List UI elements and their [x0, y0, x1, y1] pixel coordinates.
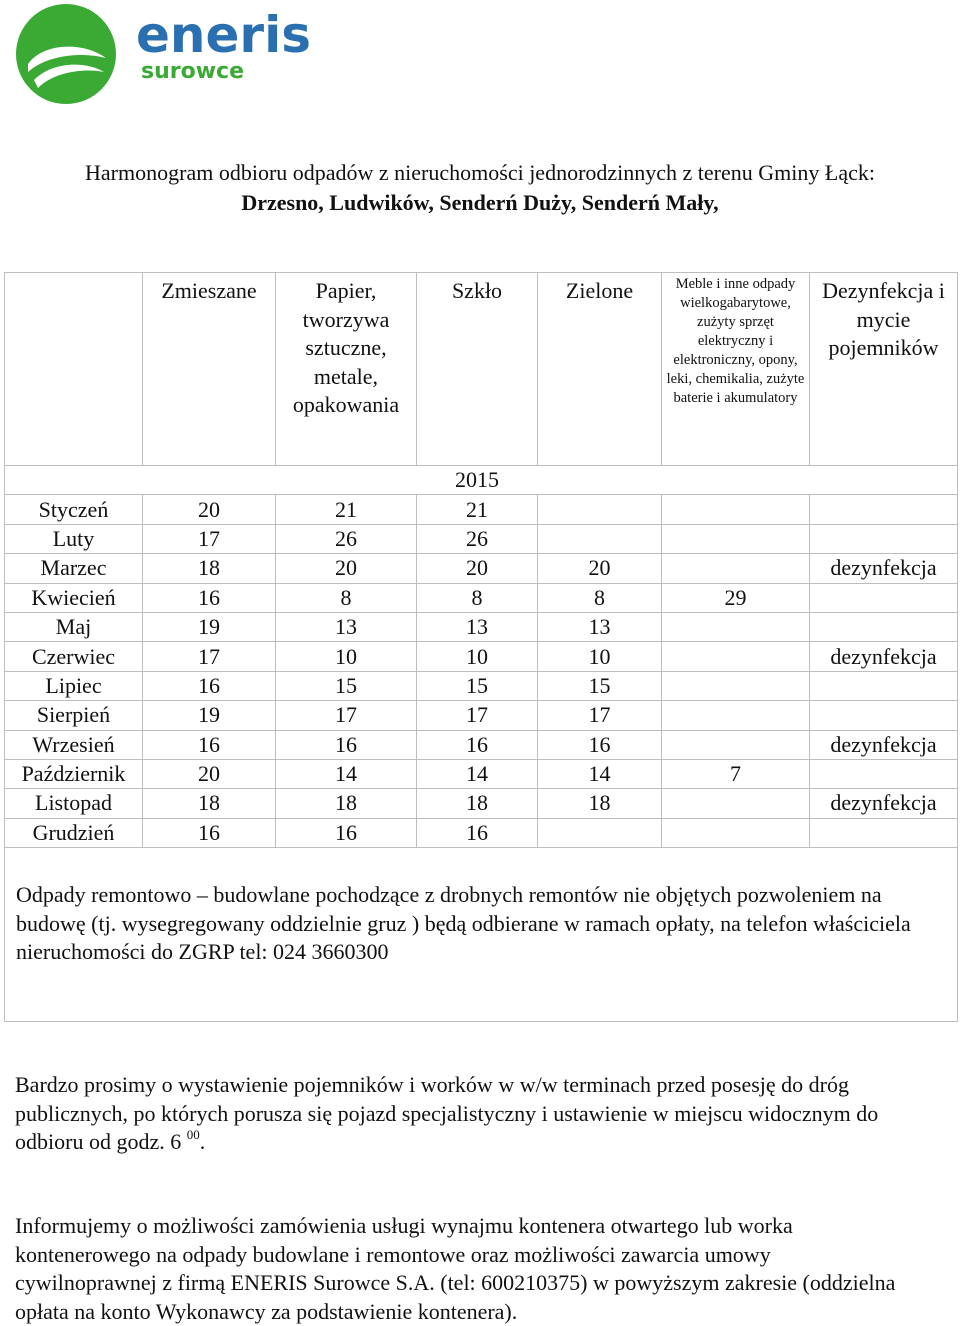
- info-paragraph: Informujemy o możliwości zamówienia usługi wynajmu kontenera otwartego lub worka kontenerowego na odpady budowlane i remontowe oraz możliwości zawarcia umowy cywilnoprawnej z firmą ENERIS Surowce S.A. (tel: 600210375) w powyższym zakresie (oddzielna opłata na konto Wykonawcy za podstawienie kontenera).: [15, 1213, 896, 1324]
- date-cell: [662, 671, 810, 700]
- date-cell: [662, 642, 810, 671]
- table-row: [5, 495, 958, 524]
- month-cell: Listopad: [5, 789, 143, 818]
- date-cell: 20: [417, 554, 538, 583]
- date-cell: 15: [538, 671, 662, 700]
- date-cell: 10: [276, 642, 417, 671]
- construction-waste-note: Odpady remontowo – budowlane pochodzące z drobnych remontów nie objętych pozwoleniem na budowę (tj. wysegregowany oddzielnie gruz ) będą odbierane w ramach opłaty, na telefon właściciela nieruchomości do ZGRP tel: 024 3660300: [5, 848, 958, 1022]
- month-cell: Wrzesień: [5, 730, 143, 759]
- table-row: [5, 671, 958, 700]
- date-cell: [662, 789, 810, 818]
- date-cell: 14: [276, 759, 417, 788]
- header-zielone: Zielone: [538, 273, 662, 466]
- header-meble: Meble i inne odpady wielkogabarytowe, zużyty sprzęt elektryczny i elektroniczny, opony, leki, chemikalia, zużyte baterie i akumulatory: [662, 273, 810, 466]
- svg-text:surowce: surowce: [141, 59, 245, 84]
- notice-superscript: 00: [186, 1127, 200, 1143]
- date-cell: 19: [143, 701, 276, 730]
- date-cell: 16: [417, 818, 538, 847]
- date-cell: dezynfekcja: [810, 554, 958, 583]
- date-cell: 26: [417, 524, 538, 553]
- document-title: [0, 158, 960, 218]
- date-cell: 18: [276, 789, 417, 818]
- date-cell: 8: [417, 583, 538, 612]
- table-row: [5, 818, 958, 847]
- month-cell: Maj: [5, 612, 143, 641]
- date-cell: 19: [143, 612, 276, 641]
- date-cell: [810, 671, 958, 700]
- date-cell: [538, 524, 662, 553]
- table-row: [5, 730, 958, 759]
- date-cell: [662, 495, 810, 524]
- date-cell: [810, 818, 958, 847]
- table-row: [5, 524, 958, 553]
- header-corner: [5, 273, 143, 466]
- month-cell: Październik: [5, 759, 143, 788]
- table-row: [5, 554, 958, 583]
- date-cell: [810, 495, 958, 524]
- date-cell: [662, 554, 810, 583]
- date-cell: 18: [143, 554, 276, 583]
- month-cell: Kwiecień: [5, 583, 143, 612]
- date-cell: 15: [276, 671, 417, 700]
- table-header-row: [5, 273, 958, 466]
- notice-end: .: [199, 1129, 206, 1155]
- date-cell: [810, 612, 958, 641]
- date-cell: 14: [417, 759, 538, 788]
- date-cell: 14: [538, 759, 662, 788]
- date-cell: 21: [276, 495, 417, 524]
- month-cell: Lipiec: [5, 671, 143, 700]
- date-cell: 7: [662, 759, 810, 788]
- date-cell: 16: [143, 583, 276, 612]
- table-row: [5, 759, 958, 788]
- date-cell: 20: [538, 554, 662, 583]
- date-cell: 8: [276, 583, 417, 612]
- date-cell: 10: [538, 642, 662, 671]
- date-cell: 17: [417, 701, 538, 730]
- date-cell: [810, 583, 958, 612]
- date-cell: dezynfekcja: [810, 789, 958, 818]
- date-cell: 18: [538, 789, 662, 818]
- table-row: [5, 612, 958, 641]
- month-cell: Sierpień: [5, 701, 143, 730]
- month-cell: Grudzień: [5, 818, 143, 847]
- date-cell: 16: [538, 730, 662, 759]
- date-cell: [538, 818, 662, 847]
- table-row: [5, 789, 958, 818]
- notice-text: Bardzo prosimy o wystawienie pojemników i worków w w/w terminach przed posesję do dróg publicznych, po których porusza się pojazd specjalistyczny i ustawienie w miejscu widocznym do odbioru od godz. 6: [15, 1072, 879, 1155]
- date-cell: [810, 759, 958, 788]
- date-cell: 16: [143, 730, 276, 759]
- date-cell: [662, 524, 810, 553]
- date-cell: 17: [143, 524, 276, 553]
- date-cell: 13: [276, 612, 417, 641]
- date-cell: 13: [538, 612, 662, 641]
- date-cell: 18: [417, 789, 538, 818]
- date-cell: 16: [276, 730, 417, 759]
- date-cell: 20: [143, 495, 276, 524]
- date-cell: [538, 495, 662, 524]
- title-line-1: Harmonogram odbioru odpadów z nieruchomości jednorodzinnych z terenu Gminy Łąck:: [85, 160, 875, 185]
- date-cell: 16: [276, 818, 417, 847]
- date-cell: [662, 730, 810, 759]
- date-cell: 20: [276, 554, 417, 583]
- year-row: [5, 466, 958, 495]
- date-cell: [662, 701, 810, 730]
- header-dezynfekcja: Dezynfekcja i mycie pojemników: [810, 273, 958, 466]
- header-papier: Papier, tworzywa sztuczne, metale, opakowania: [276, 273, 417, 466]
- date-cell: [662, 818, 810, 847]
- date-cell: 17: [538, 701, 662, 730]
- notice-paragraph: [15, 1071, 915, 1157]
- table-row: [5, 583, 958, 612]
- month-cell: Luty: [5, 524, 143, 553]
- date-cell: 16: [143, 818, 276, 847]
- svg-text:eneris: eneris: [136, 6, 311, 64]
- date-cell: 20: [143, 759, 276, 788]
- date-cell: 26: [276, 524, 417, 553]
- month-cell: Marzec: [5, 554, 143, 583]
- date-cell: 15: [417, 671, 538, 700]
- date-cell: 10: [417, 642, 538, 671]
- date-cell: dezynfekcja: [810, 642, 958, 671]
- table-row: [5, 642, 958, 671]
- date-cell: 18: [143, 789, 276, 818]
- month-cell: Styczeń: [5, 495, 143, 524]
- date-cell: 17: [276, 701, 417, 730]
- date-cell: [810, 524, 958, 553]
- date-cell: 17: [143, 642, 276, 671]
- date-cell: 21: [417, 495, 538, 524]
- header-zmieszane: Zmieszane: [143, 273, 276, 466]
- date-cell: [810, 701, 958, 730]
- date-cell: 16: [143, 671, 276, 700]
- table-row: [5, 701, 958, 730]
- header-szklo: Szkło: [417, 273, 538, 466]
- year-label: 2015: [417, 466, 538, 495]
- date-cell: 8: [538, 583, 662, 612]
- date-cell: [662, 612, 810, 641]
- date-cell: 16: [417, 730, 538, 759]
- eneris-logo: [14, 2, 314, 106]
- note-row: [5, 848, 958, 1022]
- schedule-table: [4, 272, 958, 1022]
- date-cell: dezynfekcja: [810, 730, 958, 759]
- month-cell: Czerwiec: [5, 642, 143, 671]
- date-cell: 29: [662, 583, 810, 612]
- date-cell: 13: [417, 612, 538, 641]
- title-line-2: Drzesno, Ludwików, Senderń Duży, Senderń Mały,: [241, 190, 719, 215]
